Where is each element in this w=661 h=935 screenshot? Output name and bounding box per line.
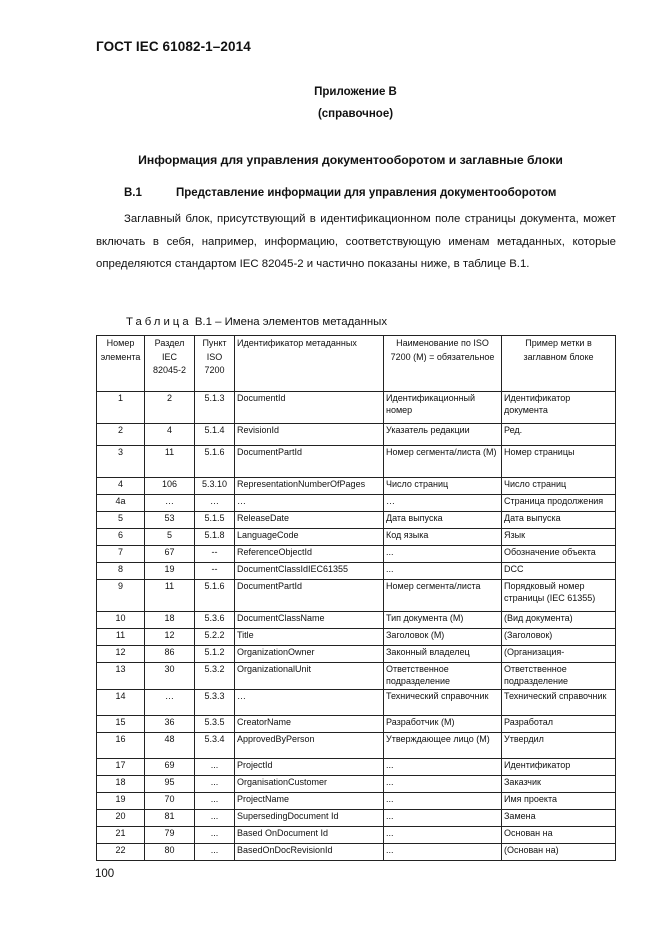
table-cell: 11	[97, 629, 145, 646]
table-cell: Язык	[502, 529, 616, 546]
table-cell: 86	[145, 646, 195, 663]
column-header: Номер элемента	[97, 336, 145, 392]
table-cell: Ред.	[502, 424, 616, 446]
table-row	[97, 392, 616, 424]
table-cell: BasedOnDocRevisionId	[235, 843, 384, 860]
subsection-number: В.1	[124, 187, 142, 199]
table-cell: Основан на	[502, 826, 616, 843]
column-header: Раздел IEC 82045-2	[145, 336, 195, 392]
table-cell: Число страниц	[384, 478, 502, 495]
table-row	[97, 446, 616, 478]
table-row	[97, 809, 616, 826]
table-cell: 36	[145, 715, 195, 732]
table-cell: 3	[97, 446, 145, 478]
table-cell: Заголовок (М)	[384, 629, 502, 646]
table-cell: 16	[97, 732, 145, 758]
table-cell: ...	[384, 843, 502, 860]
table-cell: ...	[384, 809, 502, 826]
table-cell: SupersedingDocument Id	[235, 809, 384, 826]
column-header: Пример метки в заглавном блоке	[502, 336, 616, 392]
table-cell: (Вид документа)	[502, 612, 616, 629]
table-cell: 5.1.5	[195, 512, 235, 529]
table-cell: 17	[97, 758, 145, 775]
table-cell: 80	[145, 843, 195, 860]
table-row	[97, 826, 616, 843]
table-cell: Номер страницы	[502, 446, 616, 478]
table-cell: Обозначение объекта	[502, 546, 616, 563]
table-cell: RevisionId	[235, 424, 384, 446]
table-cell: 5.1.6	[195, 580, 235, 612]
table-cell: 19	[97, 792, 145, 809]
table-cell: …	[195, 495, 235, 512]
table-cell: Имя проекта	[502, 792, 616, 809]
table-cell: Разработчик (М)	[384, 715, 502, 732]
column-header: Пункт ISO 7200	[195, 336, 235, 392]
table-cell: Число страниц	[502, 478, 616, 495]
table-cell: ...	[195, 758, 235, 775]
table-row	[97, 512, 616, 529]
table-cell: Заказчик	[502, 775, 616, 792]
table-cell: ...	[195, 826, 235, 843]
table-row	[97, 732, 616, 758]
table-row	[97, 529, 616, 546]
table-cell: 13	[97, 663, 145, 690]
table-cell: ...	[384, 792, 502, 809]
table-cell: Номер сегмента/листа	[384, 580, 502, 612]
subsection-title: Представление информации для управления документооборотом	[176, 187, 557, 199]
table-cell: 1	[97, 392, 145, 424]
table-cell: Дата выпуска	[502, 512, 616, 529]
table-cell: 5.1.2	[195, 646, 235, 663]
table-cell: Страница продолжения	[502, 495, 616, 512]
table-cell: …	[384, 495, 502, 512]
table-cell: 14	[97, 689, 145, 715]
table-cell: Утверждающее лицо (М)	[384, 732, 502, 758]
table-cell: 5.3.2	[195, 663, 235, 690]
table-cell: DocumentPartId	[235, 580, 384, 612]
table-cell: CreatorName	[235, 715, 384, 732]
body-text	[96, 208, 616, 276]
table-cell: Номер сегмента/листа (М)	[384, 446, 502, 478]
table-cell: 5.1.8	[195, 529, 235, 546]
table-cell: 12	[97, 646, 145, 663]
table-cell: DocumentClassName	[235, 612, 384, 629]
table-cell: ReleaseDate	[235, 512, 384, 529]
table-row	[97, 580, 616, 612]
table-cell: ...	[384, 758, 502, 775]
table-cell: 21	[97, 826, 145, 843]
table-cell: DocumentClassIdIEC61355	[235, 563, 384, 580]
table-cell: ProjectId	[235, 758, 384, 775]
table-cell: …	[145, 495, 195, 512]
table-cell: …	[235, 689, 384, 715]
table-row	[97, 843, 616, 860]
table-cell: Технический справочник	[384, 689, 502, 715]
table-cell: 18	[145, 612, 195, 629]
table-cell: ...	[384, 775, 502, 792]
table-cell: Дата выпуска	[384, 512, 502, 529]
table-row	[97, 563, 616, 580]
table-row	[97, 478, 616, 495]
table-cell: DocumentPartId	[235, 446, 384, 478]
table-cell: 6	[97, 529, 145, 546]
table-row	[97, 715, 616, 732]
table-cell: 53	[145, 512, 195, 529]
table-cell: …	[145, 689, 195, 715]
table-cell: ApprovedByPerson	[235, 732, 384, 758]
table-cell: (Организация-	[502, 646, 616, 663]
table-cell: 10	[97, 612, 145, 629]
table-cell: 5	[145, 529, 195, 546]
table-cell: 67	[145, 546, 195, 563]
table-row	[97, 646, 616, 663]
table-cell: Технический справочник	[502, 689, 616, 715]
table-cell: ...	[195, 843, 235, 860]
subsection-heading	[124, 187, 556, 199]
table-caption-prefix: Таблица	[126, 316, 192, 328]
table-cell: 5.3.4	[195, 732, 235, 758]
table-cell: ...	[384, 826, 502, 843]
table-cell: 95	[145, 775, 195, 792]
table-cell: 30	[145, 663, 195, 690]
table-cell: 5.1.6	[195, 446, 235, 478]
table-cell: 2	[145, 392, 195, 424]
table-cell: OrganisationCustomer	[235, 775, 384, 792]
page-number: 100	[95, 868, 115, 880]
table-cell: 5.3.3	[195, 689, 235, 715]
table-row	[97, 663, 616, 690]
table-cell: 4	[97, 478, 145, 495]
table-cell: Title	[235, 629, 384, 646]
document-header: ГОСТ IEC 61082-1–2014	[96, 39, 251, 54]
table-row	[97, 758, 616, 775]
table-cell: 79	[145, 826, 195, 843]
table-cell: 2	[97, 424, 145, 446]
table-cell: Утвердил	[502, 732, 616, 758]
table-header-row	[97, 336, 616, 392]
table-cell: Указатель редакции	[384, 424, 502, 446]
table-row	[97, 546, 616, 563]
table-cell: 4	[145, 424, 195, 446]
table-row	[97, 689, 616, 715]
table-cell: 106	[145, 478, 195, 495]
section-heading: Информация для управления документооборотом и заглавные блоки	[138, 153, 563, 167]
metadata-table	[96, 335, 616, 861]
table-cell: 19	[145, 563, 195, 580]
table-row	[97, 612, 616, 629]
table-row	[97, 495, 616, 512]
table-cell: 48	[145, 732, 195, 758]
table-cell: 5	[97, 512, 145, 529]
table-cell: Идентификационный номер	[384, 392, 502, 424]
table-cell: ReferenceObjectId	[235, 546, 384, 563]
table-row	[97, 424, 616, 446]
table-cell: 69	[145, 758, 195, 775]
column-header: Наименование по ISO 7200 (M) = обязательное	[384, 336, 502, 392]
table-cell: 5.2.2	[195, 629, 235, 646]
appendix-reference: (справочное)	[317, 108, 394, 120]
table-cell: LanguageCode	[235, 529, 384, 546]
table-cell: 4a	[97, 495, 145, 512]
table-cell: Разработал	[502, 715, 616, 732]
table-cell: 20	[97, 809, 145, 826]
table-cell: 11	[145, 446, 195, 478]
table-cell: …	[235, 495, 384, 512]
table-cell: ...	[195, 775, 235, 792]
table-cell: OrganizationalUnit	[235, 663, 384, 690]
table-cell: 5.1.3	[195, 392, 235, 424]
table-cell: Идентификатор документа	[502, 392, 616, 424]
table-cell: Ответственное подразделение	[384, 663, 502, 690]
table-cell: (Заголовок)	[502, 629, 616, 646]
table-cell: Идентификатор	[502, 758, 616, 775]
table-cell: DCC	[502, 563, 616, 580]
table-cell: 12	[145, 629, 195, 646]
table-cell: (Основан на)	[502, 843, 616, 860]
table-caption	[126, 316, 387, 328]
table-row	[97, 792, 616, 809]
column-header: Идентификатор метаданных	[235, 336, 384, 392]
table-cell: ProjectName	[235, 792, 384, 809]
table-cell: ...	[195, 809, 235, 826]
table-cell: 5.3.6	[195, 612, 235, 629]
table-cell: Ответственное подразделение	[502, 663, 616, 690]
table-cell: --	[195, 546, 235, 563]
table-cell: ...	[384, 563, 502, 580]
table-cell: ...	[384, 546, 502, 563]
table-cell: 5.1.4	[195, 424, 235, 446]
table-caption-text: В.1 – Имена элементов метаданных	[191, 316, 388, 328]
table-cell: 7	[97, 546, 145, 563]
appendix-title-block	[0, 86, 661, 130]
table-cell: 8	[97, 563, 145, 580]
table-row	[97, 629, 616, 646]
table-cell: Код языка	[384, 529, 502, 546]
table-cell: Законный владелец	[384, 646, 502, 663]
appendix-title: Приложение В	[314, 86, 397, 98]
table-cell: 81	[145, 809, 195, 826]
table-cell: 18	[97, 775, 145, 792]
table-cell: OrganizationOwner	[235, 646, 384, 663]
table-cell: DocumentId	[235, 392, 384, 424]
table-cell: Порядковый номер страницы (IEC 61355)	[502, 580, 616, 612]
table-cell: 22	[97, 843, 145, 860]
table-cell: 11	[145, 580, 195, 612]
paragraph: Заглавный блок, присутствующий в идентификационном поле страницы документа, может включать в себя, например, информацию, соответствующую именам метаданных, которые определяются стандартом IEC 82045-2 и частично показаны ниже, в таблице В.1.	[96, 213, 616, 271]
table-cell: 5.3.10	[195, 478, 235, 495]
table-cell: ...	[195, 792, 235, 809]
table-cell: RepresentationNumberOfPages	[235, 478, 384, 495]
table-cell: 15	[97, 715, 145, 732]
table-cell: 5.3.5	[195, 715, 235, 732]
table-cell: Тип документа (М)	[384, 612, 502, 629]
table-cell: Замена	[502, 809, 616, 826]
table-cell: --	[195, 563, 235, 580]
table-cell: 9	[97, 580, 145, 612]
table-cell: Based OnDocument Id	[235, 826, 384, 843]
table-row	[97, 775, 616, 792]
table-cell: 70	[145, 792, 195, 809]
